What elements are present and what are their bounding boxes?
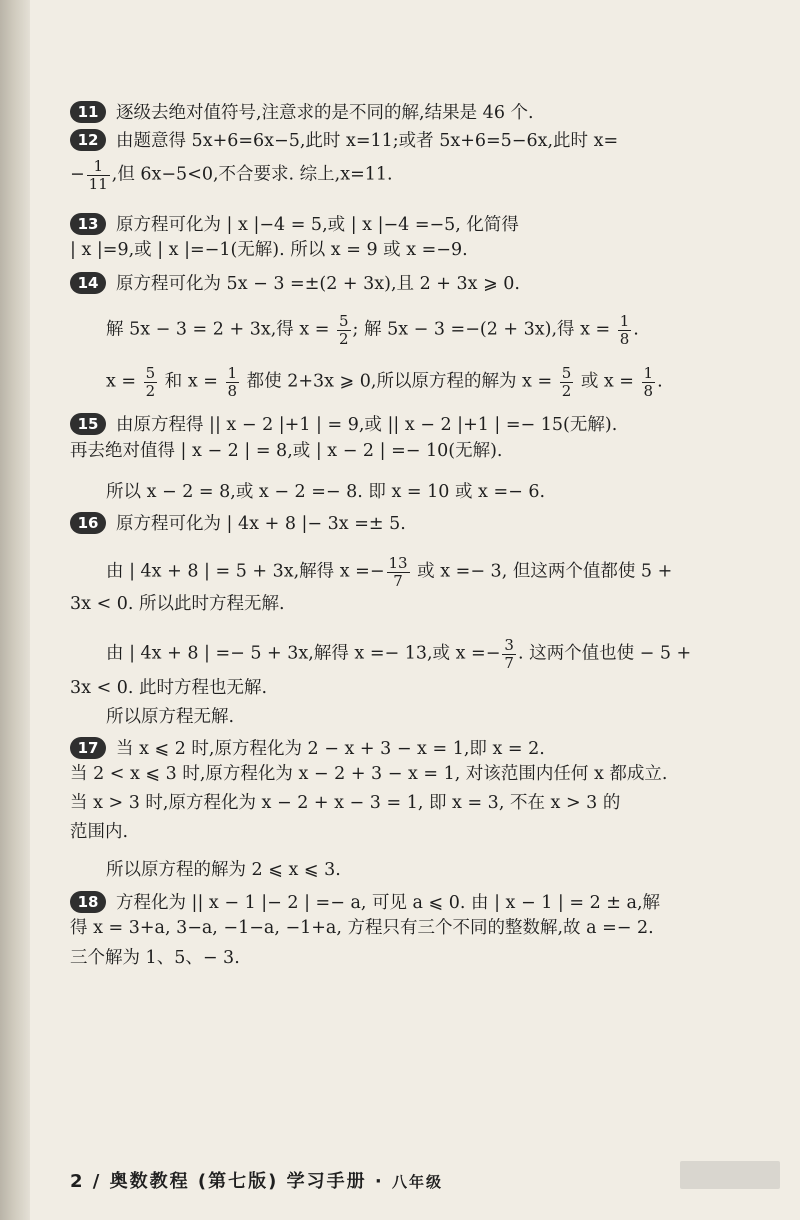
minus-sign: − — [70, 164, 85, 185]
problem-number-badge: 15 — [70, 413, 106, 435]
solution-text: 或 x =− 3, 但这两个值都使 5 + — [411, 561, 673, 582]
denominator: 2 — [339, 329, 349, 348]
solution-text: 当 x ⩽ 2 时,原方程化为 2 − x + 3 − x = 1,即 x = 2. — [116, 739, 545, 759]
solution-17 — [70, 737, 545, 759]
solution-text: | x |=9,或 | x |=−1(无解). 所以 x = 9 或 x =−9. — [70, 240, 468, 260]
problem-number-badge: 12 — [70, 129, 106, 151]
denominator: 8 — [227, 381, 238, 400]
solution-text: 由题意得 5x+6=6x−5,此时 x=11;或者 5x+6=5−6x,此时 x= — [116, 131, 619, 151]
solution-text: 由原方程得 || x − 2 |+1 | = 9,或 || x − 2 |+1 | =− 15(无解). — [116, 415, 618, 435]
problem-number-badge: 18 — [70, 891, 106, 913]
denominator: 2 — [145, 381, 156, 400]
solution-17-line5 — [106, 862, 341, 880]
fraction — [618, 313, 632, 347]
solution-15-line2 — [70, 443, 502, 461]
solution-16-line4 — [106, 637, 691, 671]
solution-text: ; 解 5x − 3 =−(2 + 3x),得 x = — [352, 319, 616, 340]
solution-text: 解 5x − 3 = 2 + 3x,得 x = — [106, 319, 335, 340]
solution-text: . — [657, 371, 663, 392]
solution-text: 当 x > 3 时,原方程化为 x − 2 + x − 3 = 1, 即 x = 3, 不在 x > 3 的 — [70, 793, 621, 813]
solution-16-line6 — [106, 709, 234, 727]
page-footer — [70, 1161, 780, 1197]
solution-page — [70, 0, 770, 1220]
denominator: 8 — [643, 381, 654, 400]
fraction — [226, 365, 240, 399]
footer-decoration — [680, 1161, 780, 1189]
solution-text: 都使 2+3x ⩾ 0,所以原方程的解为 x = — [241, 371, 558, 392]
fraction — [502, 637, 516, 671]
solution-17-line4 — [70, 824, 128, 842]
solution-13 — [70, 213, 519, 235]
grade-label: 八年级 — [392, 1173, 444, 1191]
solution-text: 或 x = — [575, 371, 640, 392]
solution-text: 所以 x − 2 = 8,或 x − 2 =− 8. 即 x = 10 或 x =− 6. — [106, 482, 546, 502]
solution-text: . 这两个值也使 − 5 + — [517, 643, 692, 664]
solution-14 — [70, 272, 520, 294]
solution-text: 得 x = 3+a, 3−a, −1−a, −1+a, 方程只有三个不同的整数解,故 a =− 2. — [70, 918, 654, 938]
solution-text: 3x < 0. 此时方程也无解. — [70, 678, 268, 698]
solution-17-line2 — [70, 766, 667, 784]
problem-number-badge: 11 — [70, 101, 106, 123]
numerator: 13 — [388, 554, 408, 572]
footer-text — [70, 1167, 443, 1193]
solution-text: 三个解为 1、5、− 3. — [70, 948, 240, 968]
solution-16-line3 — [70, 596, 285, 614]
solution-text: 由 | 4x + 8 | = 5 + 3x,解得 x =− — [106, 561, 385, 582]
fraction — [387, 555, 410, 589]
denominator: 7 — [504, 653, 514, 672]
numerator: 5 — [145, 364, 156, 382]
solution-18-line3 — [70, 950, 240, 968]
solution-13-line2 — [70, 242, 468, 260]
fraction — [144, 365, 158, 399]
solution-12-line2 — [70, 158, 393, 192]
numerator: 1 — [643, 364, 654, 382]
fraction — [560, 365, 574, 399]
numerator: 1 — [227, 364, 238, 382]
solution-18 — [70, 891, 660, 913]
solution-text: 原方程可化为 | x |−4 = 5,或 | x |−4 =−5, 化简得 — [116, 215, 519, 235]
solution-15 — [70, 413, 617, 435]
denominator: 2 — [561, 381, 572, 400]
solution-text: 原方程可化为 5x − 3 =±(2 + 3x),且 2 + 3x ⩾ 0. — [116, 274, 520, 294]
solution-16-line2 — [106, 555, 672, 589]
solution-text: 由 | 4x + 8 | =− 5 + 3x,解得 x =− 13,或 x =− — [106, 643, 501, 664]
problem-number-badge: 14 — [70, 272, 106, 294]
denominator: 11 — [88, 174, 108, 193]
solution-18-line2 — [70, 920, 654, 938]
numerator: 5 — [339, 312, 349, 330]
fraction — [87, 158, 110, 192]
denominator: 8 — [619, 329, 630, 348]
problem-number-badge: 17 — [70, 737, 106, 759]
numerator: 5 — [561, 364, 572, 382]
denominator: 7 — [393, 571, 403, 590]
solution-text: ,但 6x−5<0,不合要求. 综上,x=11. — [111, 164, 393, 185]
solution-text: 3x < 0. 所以此时方程无解. — [70, 594, 285, 614]
solution-15-line3 — [106, 484, 545, 502]
solution-text: 逐级去绝对值符号,注意求的是不同的解,结果是 46 个. — [116, 103, 534, 123]
solution-text: 范围内. — [70, 822, 129, 842]
solution-11 — [70, 101, 534, 123]
problem-number-badge: 13 — [70, 213, 106, 235]
solution-text: x = — [106, 371, 142, 392]
solution-14-line3 — [106, 365, 663, 399]
solution-12 — [70, 129, 618, 151]
solution-16-line5 — [70, 680, 267, 698]
solution-14-line2 — [106, 313, 639, 347]
solution-text: . — [633, 319, 639, 340]
problem-number-badge: 16 — [70, 512, 106, 534]
numerator: 1 — [619, 312, 630, 330]
solution-text: 所以原方程无解. — [106, 707, 235, 727]
solution-text: 再去绝对值得 | x − 2 | = 8,或 | x − 2 | =− 10(无解). — [70, 441, 503, 461]
dot: · — [366, 1171, 393, 1192]
book-spine-shadow — [0, 0, 30, 1220]
solution-16 — [70, 512, 406, 534]
solution-text: 所以原方程的解为 2 ⩽ x ⩽ 3. — [106, 860, 341, 880]
numerator: 1 — [87, 158, 110, 176]
page-number: 2 — [70, 1171, 85, 1192]
solution-text: 方程化为 || x − 1 |− 2 | =− a, 可见 a ⩽ 0. 由 | x − 1 | = 2 ± a,解 — [116, 893, 661, 913]
book-title: 奥数教程 (第七版) 学习手册 — [109, 1171, 367, 1192]
fraction — [642, 365, 656, 399]
fraction — [337, 313, 351, 347]
separator: / — [84, 1171, 110, 1192]
solution-17-line3 — [70, 795, 620, 813]
solution-text: 和 x = — [159, 371, 224, 392]
numerator: 3 — [504, 636, 514, 654]
solution-text: 原方程可化为 | 4x + 8 |− 3x =± 5. — [116, 514, 406, 534]
solution-text: 当 2 < x ⩽ 3 时,原方程化为 x − 2 + 3 − x = 1, 对该范围内任何 x 都成立. — [70, 764, 668, 784]
